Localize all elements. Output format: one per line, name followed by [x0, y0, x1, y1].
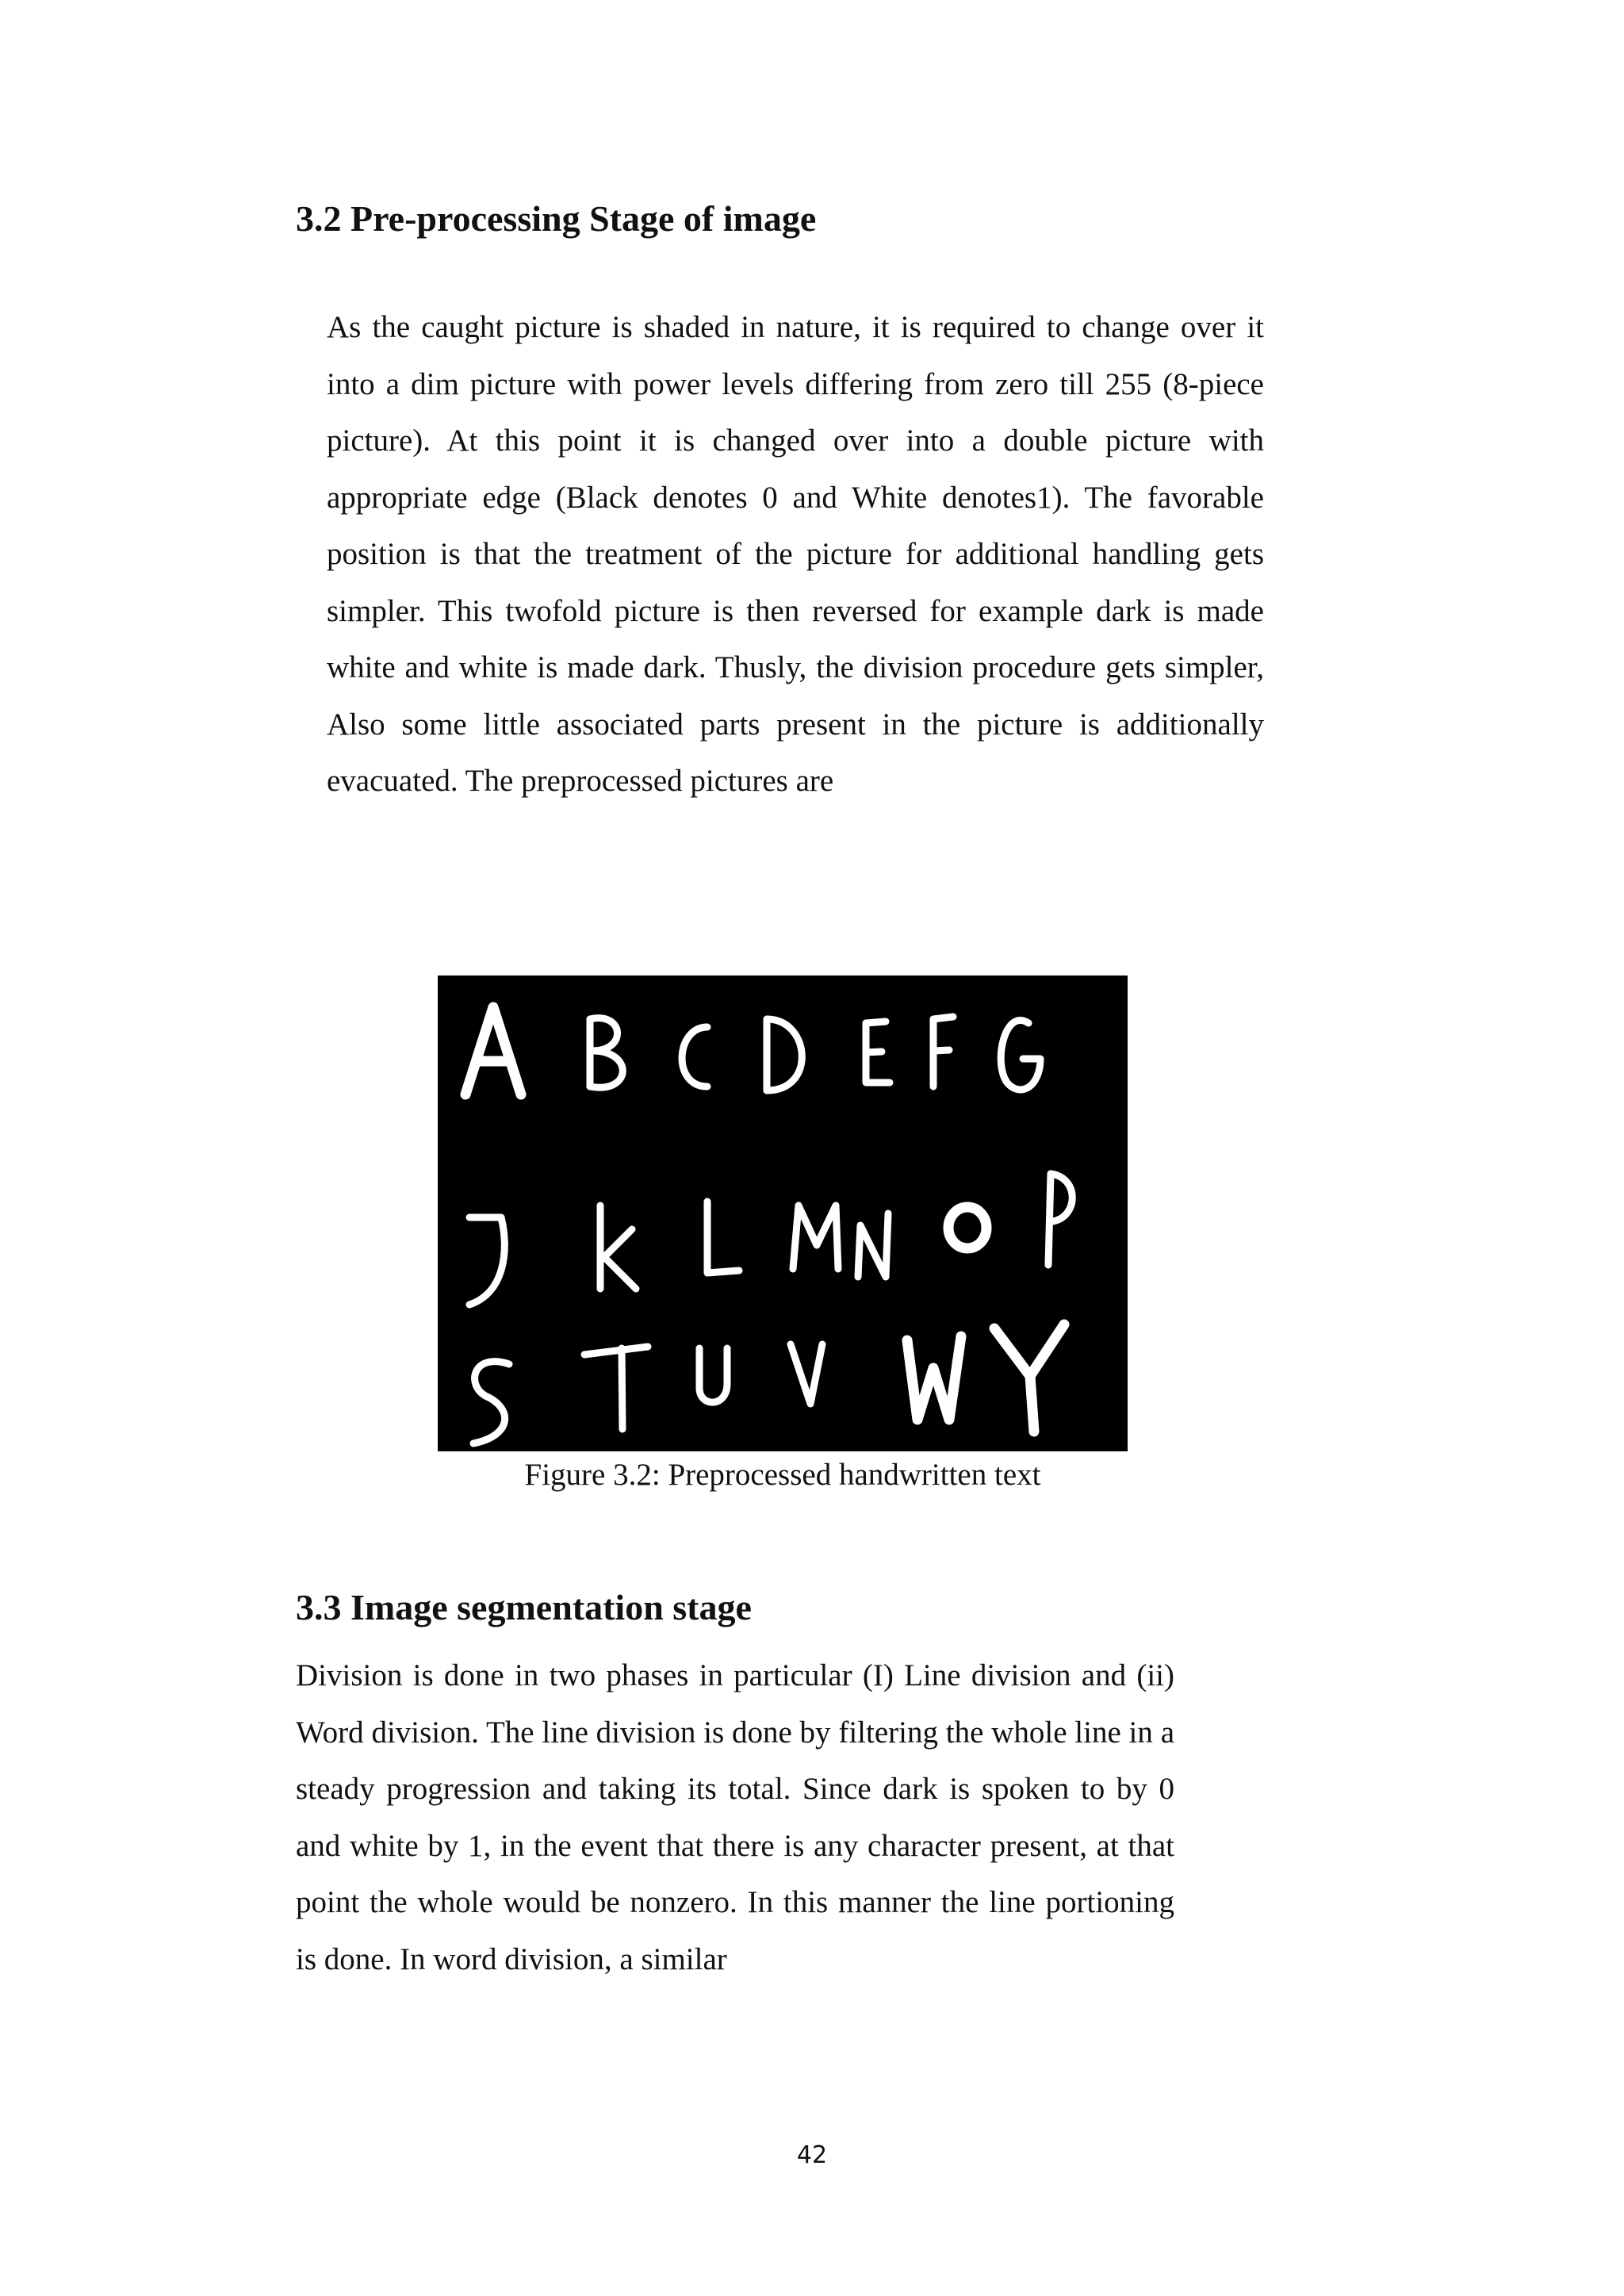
handwritten-letters-drawing — [438, 976, 1128, 1451]
letter-e-glyph — [866, 1022, 890, 1083]
letter-f-glyph — [933, 1017, 953, 1087]
section-heading-3-3: 3.3 Image segmentation stage — [296, 1587, 752, 1627]
section-paragraph-3-3: Division is done in two phases in particular (I) Line division and (ii) Word division. The line division is done by filtering the whole line in a steady progression and taking its total. Since dark is spoken to by 0 and white by 1, in the event that there is any character present, at that point the whole would be nonzero. In this manner the line portioning is done. In word division, a similar — [296, 1658, 1174, 1976]
letter-k-glyph — [600, 1205, 636, 1289]
letter-v-glyph — [791, 1344, 822, 1404]
letter-d-glyph — [767, 1019, 802, 1091]
letter-w-glyph — [907, 1336, 961, 1420]
letter-j-glyph — [469, 1217, 504, 1305]
letter-m-glyph — [793, 1205, 838, 1269]
section-heading-3-2: 3.2 Pre-processing Stage of image — [296, 198, 817, 239]
letter-b-glyph — [590, 1018, 622, 1088]
letter-p-glyph — [1048, 1174, 1072, 1265]
letter-s-glyph — [473, 1362, 509, 1443]
letter-c-glyph — [682, 1027, 707, 1087]
figure-caption: Figure 3.2: Preprocessed handwritten text — [524, 1458, 1041, 1492]
letter-u-glyph — [699, 1348, 727, 1402]
letter-a-glyph — [465, 1007, 521, 1094]
letter-y-glyph — [994, 1324, 1064, 1432]
letter-g-glyph — [1001, 1020, 1040, 1090]
letter-n-glyph — [858, 1213, 888, 1277]
letter-t-glyph — [584, 1347, 648, 1429]
section-paragraph-3-2: As the caught picture is shaded in nature, it is required to change over it into a dim picture with power levels differing from zero till 255 (8-piece picture). At this point it is changed over into a double picture with appropriate edge (Black denotes 0 and White denotes1). The favorable position is that the treatment of the picture for additional handling gets simpler. This twofold picture is then reversed for example dark is made white and white is made dark. Thusly, the division procedure gets simpler, Also some little associated parts present in the picture is additionally evacuated. The preprocessed pictures are — [327, 310, 1264, 798]
page-number: 42 — [796, 2141, 828, 2169]
letter-l-glyph — [707, 1202, 739, 1273]
handwritten-letters-figure — [438, 976, 1128, 1451]
letter-o-glyph — [948, 1207, 986, 1248]
